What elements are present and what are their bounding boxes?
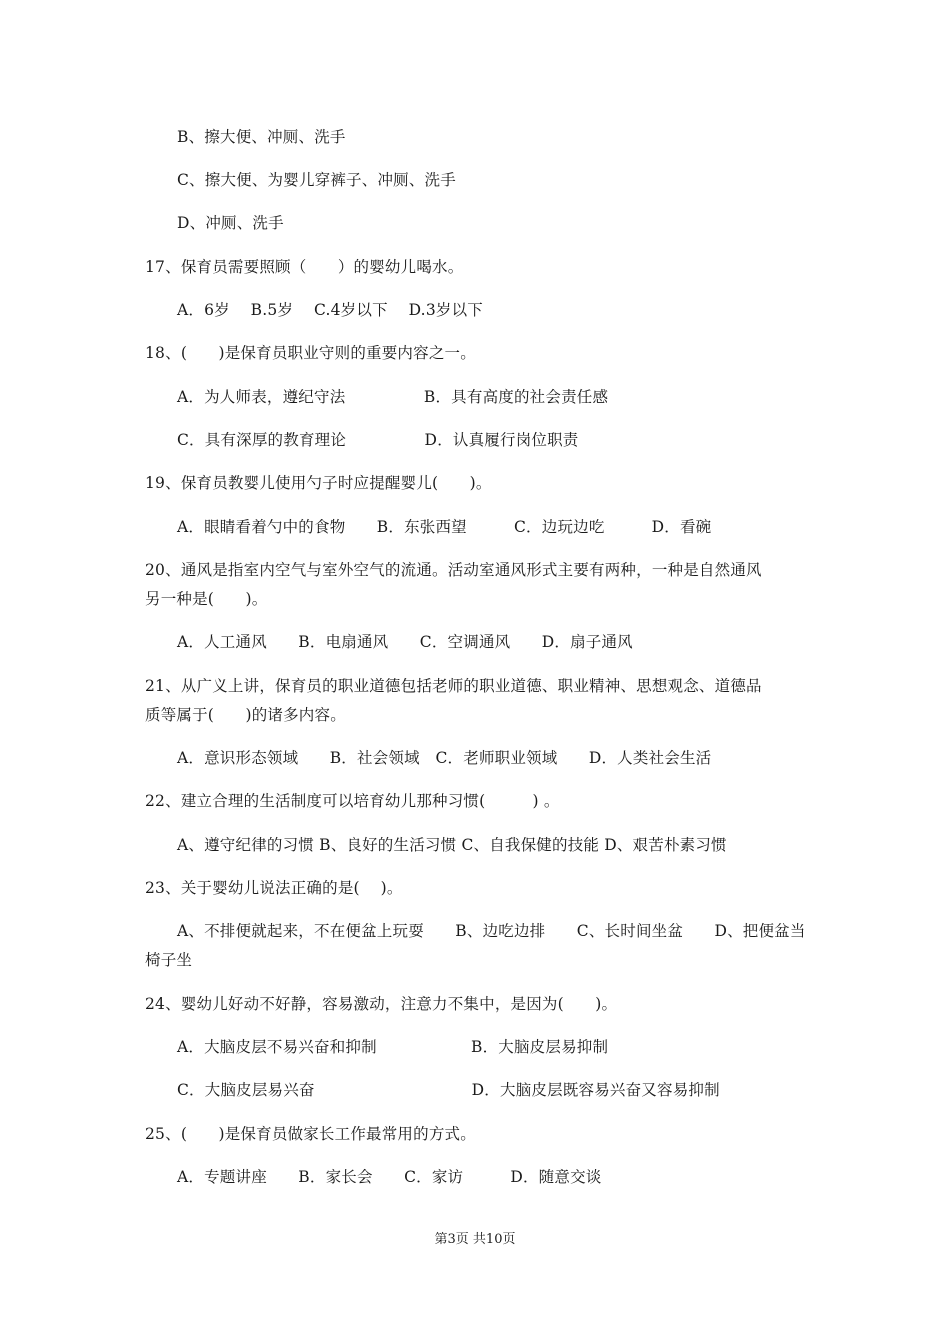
question-21-stem-line1: 21、从广义上讲，保育员的职业道德包括老师的职业道德、职业精神、思想观念、道德品 (145, 677, 762, 695)
question-22-options: A、遵守纪律的习惯 B、良好的生活习惯 C、自我保健的技能 D、艰苦朴素习惯 (177, 836, 727, 854)
question-17-options: A．6岁 B.5岁 C.4岁以下 D.3岁以下 (177, 301, 483, 319)
option-line: B、擦大便、冲厕、洗手 (177, 128, 346, 146)
question-20-stem-line1: 20、通风是指室内空气与室外空气的流通。活动室通风形式主要有两种，一种是自然通风 (145, 561, 762, 579)
question-23-options-line1: A、不排便就起来，不在便盆上玩耍 B、边吃边排 C、长时间坐盆 D、把便盆当 (177, 922, 806, 940)
question-23-options-line2: 椅子坐 (145, 951, 193, 969)
question-24-stem: 24、婴幼儿好动不好静，容易激动，注意力不集中，是因为( )。 (145, 995, 618, 1013)
option-line: C、擦大便、为婴儿穿裤子、冲厕、洗手 (177, 171, 456, 189)
question-20-stem-line2: 另一种是( )。 (145, 590, 268, 608)
question-18-stem: 18、( )是保育员职业守则的重要内容之一。 (145, 344, 476, 362)
question-20-options: A．人工通风 B．电扇通风 C．空调通风 D．扇子通风 (177, 633, 633, 651)
question-18-options-row1: A．为人师表，遵纪守法 B．具有高度的社会责任感 (177, 388, 609, 406)
question-25-options: A．专题讲座 B．家长会 C．家访 D．随意交谈 (177, 1168, 602, 1186)
question-24-options-row2: C．大脑皮层易兴奋 D．大脑皮层既容易兴奋又容易抑制 (177, 1081, 720, 1099)
option-line: D、冲厕、洗手 (177, 214, 284, 232)
question-24-options-row1: A．大脑皮层不易兴奋和抑制 B．大脑皮层易抑制 (177, 1038, 609, 1056)
question-19-stem: 19、保育员教婴儿使用勺子时应提醒婴儿( )。 (145, 474, 492, 492)
question-25-stem: 25、( )是保育员做家长工作最常用的方式。 (145, 1125, 476, 1143)
question-17-stem: 17、保育员需要照顾（ ）的婴幼儿喝水。 (145, 258, 464, 276)
question-21-stem-line2: 质等属于( )的诸多内容。 (145, 706, 346, 724)
question-19-options: A．眼睛看着勺中的食物 B．东张西望 C．边玩边吃 D．看碗 (177, 518, 712, 536)
page-number: 第3页 共10页 (434, 1232, 516, 1247)
question-23-stem: 23、关于婴幼儿说法正确的是( )。 (145, 879, 403, 897)
question-18-options-row2: C．具有深厚的教育理论 D．认真履行岗位职责 (177, 431, 579, 449)
question-21-options: A．意识形态领域 B．社会领域 C．老师职业领域 D．人类社会生活 (177, 749, 712, 767)
question-22-stem: 22、建立合理的生活制度可以培育幼儿那种习惯( ) 。 (145, 792, 560, 810)
